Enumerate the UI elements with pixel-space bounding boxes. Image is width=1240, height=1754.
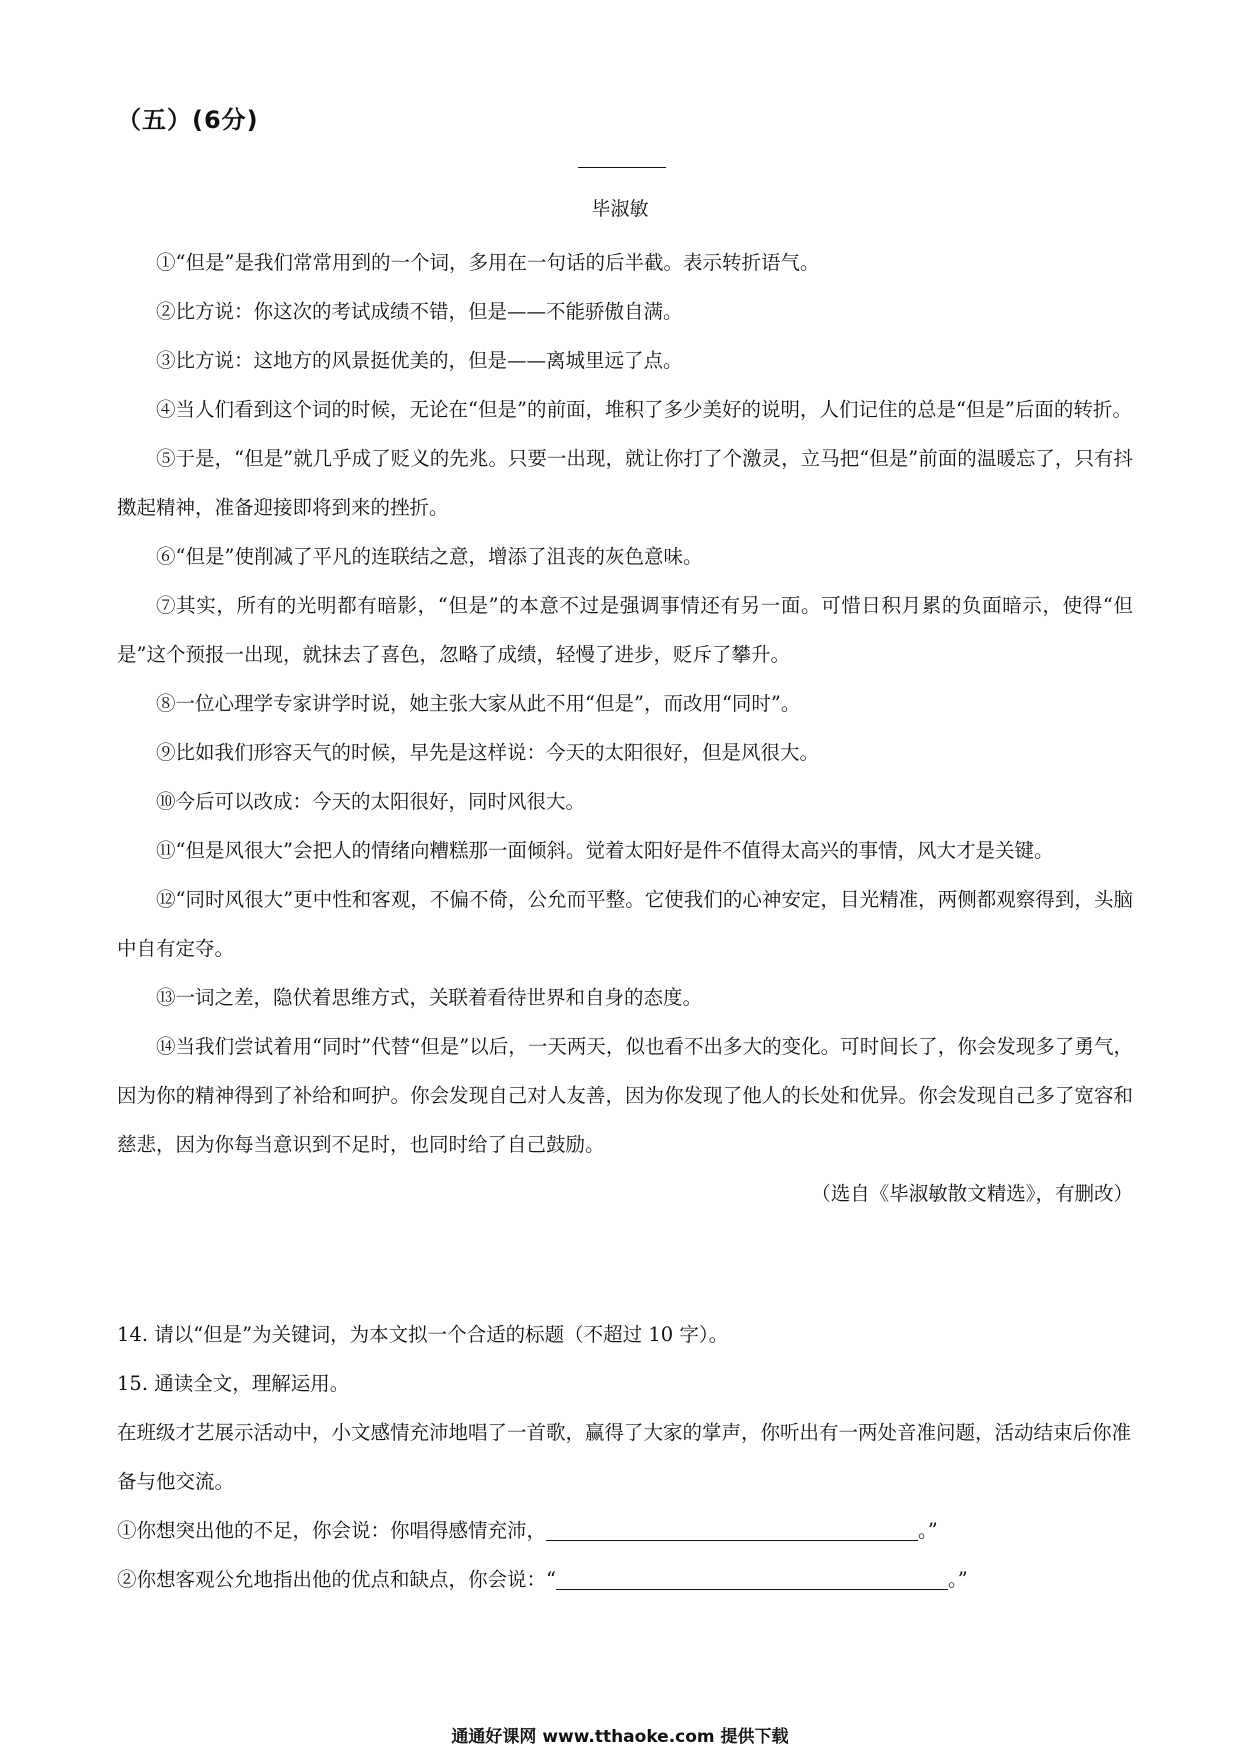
paragraph-10: ⑩今后可以改成：今天的太阳很好，同时风很大。 xyxy=(156,790,586,813)
paragraph-4: ④当人们看到这个词的时候，无论在“但是”的前面，堆积了多少美好的说明，人们记住的总是“但是”后面的转折。 xyxy=(156,398,1132,421)
item-1-prefix: ①你想突出他的不足，你会说：你唱得感情充沛， xyxy=(117,1519,547,1542)
paragraph-6: ⑥“但是”使削减了平凡的连联结之意，增添了沮丧的灰色意味。 xyxy=(156,545,703,568)
paragraph-1: ①“但是”是我们常常用到的一个词，多用在一句话的后半截。表示转折语气。 xyxy=(156,251,820,274)
answer-blank-2[interactable] xyxy=(556,1568,948,1590)
page-footer: 通通好课网 www.tthaoke.com 提供下载 xyxy=(451,1727,789,1747)
question-15: 15. 通读全文，理解运用。 xyxy=(117,1372,350,1395)
questions-section xyxy=(117,1310,1133,1604)
title-blank-line xyxy=(578,167,666,168)
paragraph-3: ③比方说：这地方的风景挺优美的，但是——离城里远了点。 xyxy=(156,349,683,372)
paragraph-11: ⑪“但是风很大”会把人的情绪向糟糕那一面倾斜。觉着太阳好是件不值得太高兴的事情，风大才是关键。 xyxy=(156,839,1054,862)
section-heading: （五）(6分) xyxy=(117,106,259,134)
answer-blank-1[interactable] xyxy=(546,1519,918,1541)
item-2-prefix: ②你想客观公允地指出他的优点和缺点，你会说：“ xyxy=(117,1568,556,1591)
paragraph-2: ②比方说：你这次的考试成绩不错，但是——不能骄傲自满。 xyxy=(156,300,683,323)
question-15-item-1 xyxy=(117,1506,1133,1555)
author-name: 毕淑敏 xyxy=(591,198,649,220)
question-15-item-2 xyxy=(117,1555,1133,1604)
paragraph-8: ⑧一位心理学专家讲学时说，她主张大家从此不用“但是”，而改用“同时”。 xyxy=(156,692,801,715)
paragraph-14: ⑭当我们尝试着用“同时”代替“但是”以后，一天两天，似也看不出多大的变化。可时间长了，你会发现多了勇气，因为你的精神得到了补给和呵护。你会发现自己对人友善，因为你发现了他人的长处和优异。你会发现自己多了宽容和慈悲，因为你每当意识到不足时，也同时给了自己鼓励。 xyxy=(117,1035,1133,1156)
paragraph-7: ⑦其实，所有的光明都有暗影，“但是”的本意不过是强调事情还有另一面。可惜日积月累的负面暗示，使得“但是”这个预报一出现，就抹去了喜色，忽略了成绩，轻慢了进步，贬斥了攀升。 xyxy=(117,594,1133,666)
question-14: 14. 请以“但是”为关键词，为本文拟一个合适的标题（不超过 10 字）。 xyxy=(117,1323,729,1346)
paragraph-9: ⑨比如我们形容天气的时候，早先是这样说：今天的太阳很好，但是风很大。 xyxy=(156,741,820,764)
paragraph-5: ⑤于是，“但是”就几乎成了贬义的先兆。只要一出现，就让你打了个激灵，立马把“但是”前面的温暖忘了，只有抖擞起精神，准备迎接即将到来的挫折。 xyxy=(117,447,1133,519)
paragraph-13: ⑬一词之差，隐伏着思维方式，关联着看待世界和自身的态度。 xyxy=(156,986,703,1009)
paragraph-12: ⑫“同时风很大”更中性和客观，不偏不倚，公允而平整。它使我们的心神安定，目光精准，两侧都观察得到，头脑中自有定夺。 xyxy=(117,888,1133,960)
question-15-context: 在班级才艺展示活动中，小文感情充沛地唱了一首歌，赢得了大家的掌声，你听出有一两处音准问题，活动结束后你准备与他交流。 xyxy=(117,1421,1132,1493)
item-1-suffix: 。” xyxy=(918,1519,938,1542)
source-citation: （选自《毕淑敏散文精选》，有删改） xyxy=(811,1182,1133,1205)
passage-body xyxy=(117,238,1133,1218)
item-2-suffix: 。” xyxy=(947,1568,968,1591)
